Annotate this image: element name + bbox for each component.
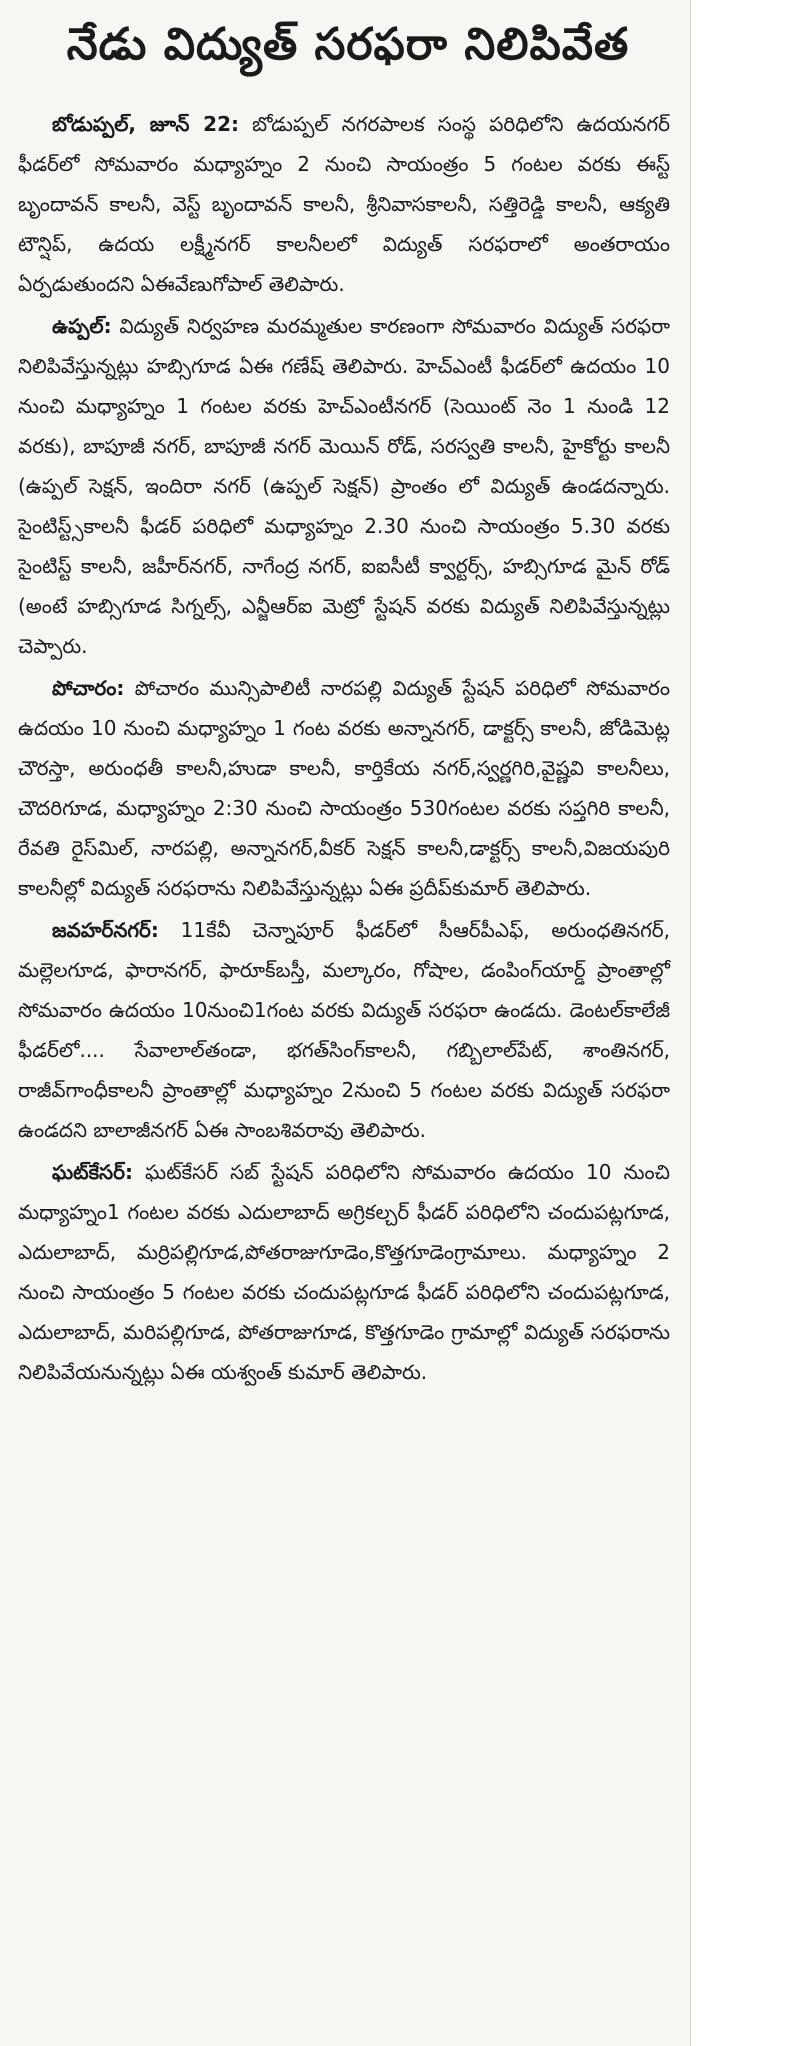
paragraph-ghatkesar [18,1152,670,1392]
paragraph-lead: పోచారం: [52,676,125,700]
paragraph-pocharam [18,668,670,908]
paragraph-text: విద్యుత్‌ నిర్వహణ మరమ్మతుల కారణంగా సోమవారం విద్యుత్‌ సరఫరా నిలిపివేస్తున్నట్లు హబ్సిగూడ ఏఈ గణేష్‌ తెలిపారు. హెచ్‌ఎంటీ ఫీడర్‌లో ఉదయం 10 నుంచి మధ్యాహ్నం 1 గంటల వరకు హెచ్‌ఎంటీనగర్‌ (సెయింట్‌ నెం 1 నుండి 12 వరకు), బాపూజీ నగర్‌, బాపూజీ నగర్‌ మెయిన్‌ రోడ్‌, సరస్వతి కాలనీ, హైకోర్టు కాలనీ (ఉప్పల్‌ సెక్షన్‌, ఇందిరా నగర్‌ (ఉప్పల్‌ సెక్షన్‌) ప్రాంతం లో విద్యుత్‌ ఉండదన్నారు. సైంటిస్ట్స్‌కాలనీ ఫీడర్‌ పరిధిలో మధ్యాహ్నం 2.30 నుంచి సాయంత్రం 5.30 వరకు సైంటిస్ట్‌ కాలనీ, జహీర్‌నగర్‌, నాగేంద్ర నగర్‌, ఐఐసీటీ క్వార్టర్స్‌, హబ్సిగూడ మైన్‌ రోడ్‌ (అంటే హబ్సిగూడ సిగ్నల్స్‌, ఎన్జీఆర్‌ఐ మెట్రో స్టేషన్‌ వరకు విద్యుత్‌ నిలిపివేస్తున్నట్లు చెప్పారు. [18,314,670,658]
paragraph-text: ఘట్‌కేసర్‌ సబ్‌ స్టేషన్‌ పరిధిలోని సోమవారం ఉదయం 10 నుంచి మధ్యాహ్నం1 గంటల వరకు ఎదులాబాద్‌ అగ్రికల్చర్‌ ఫీడర్‌ పరిధిలోని చందుపట్లగూడ, ఎదులాబాద్‌, మర్రిపల్లిగూడ,పోతరాజుగూడెం,కొత్తగూడెంగ్రామాలు. మధ్యాహ్నం 2 నుంచి సాయంత్రం 5 గంటల వరకు చందుపట్లగూడ ఫీడర్‌ పరిధిలోని చందుపట్లగూడ, ఎదులాబాద్‌, మరిపల్లిగూడ, పోతరాజుగూడ, కొత్తగూడెం గ్రామాల్లో విద్యుత్‌ సరఫరాను నిలిపివేయనున్నట్లు ఏఈ యశ్వంత్‌ కుమార్‌ తెలిపారు. [18,1160,670,1384]
headline: నేడు విద్యుత్‌ సరఫరా నిలిపివేత [66,19,630,70]
paragraph-lead: జవహర్‌నగర్‌: [52,918,159,942]
paragraph-lead: ఘట్‌కేసర్‌: [52,1160,133,1184]
paragraph-lead: బోడుప్పల్‌, జూన్‌ 22: [52,112,239,136]
paragraph-uppal [18,306,670,666]
article-body [18,104,670,1394]
paragraph-boduppal [18,104,670,304]
paragraph-text: 11కేవీ చెన్నాపూర్‌ ఫీడర్‌లో సీఆర్‌పీఎఫ్‌, అరుంధతినగర్‌, మల్లెలగూడ, ఫారానగర్‌, ఫారూక్‌బస్తీ, మల్కారం, గోషాల, డంపింగ్‌యార్డ్‌ ప్రాంతాల్లో సోమవారం ఉదయం 10నుంచి1గంట వరకు విద్యుత్‌ సరఫరా ఉండదు. డెంటల్‌కాలేజీ ఫీడర్‌లో.... సేవాలాల్‌తండా, భగత్‌సింగ్‌కాలనీ, గబ్బిలాల్‌పేట్‌, శాంతినగర్‌, రాజీవ్‌గాంధీకాలనీ ప్రాంతాల్లో మధ్యాహ్నం 2నుంచి 5 గంటల వరకు విద్యుత్‌ సరఫరా ఉండదని బాలాజీనగర్‌ ఏఈ సాంబశివరావు తెలిపారు. [18,918,670,1142]
paragraph-lead: ఉప్పల్‌: [52,314,112,338]
paragraph-jawaharnagar [18,910,670,1150]
paragraph-text: బోడుప్పల్‌ నగరపాలక సంస్థ పరిధిలోని ఉదయనగర్‌ ఫీడర్‌లో సోమవారం మధ్యాహ్నం 2 నుంచి సాయంత్రం 5 గంటల వరకు ఈస్ట్‌ బృందావన్‌ కాలనీ, వెస్ట్‌ బృందావన్‌ కాలనీ, శ్రీనివాసకాలనీ, సత్తిరెడ్డి కాలనీ, ఆక్యతి టౌన్షిప్‌, ఉదయ లక్ష్మీనగర్‌ కాలనీలలో విద్యుత్‌ సరఫరాలో అంతరాయం ఏర్పడుతుందని ఏఈవేణుగోపాల్‌ తెలిపారు. [18,112,670,296]
paragraph-text: పోచారం మున్సిపాలిటీ నారపల్లి విద్యుత్‌ స్టేషన్‌ పరిధిలో సోమవారం ఉదయం 10 నుంచి మధ్యాహ్నం 1 గంట వరకు అన్నానగర్‌, డాక్టర్స్‌ కాలనీ, జోడిమెట్ల చౌరస్తా, అరుంధతీ కాలనీ,హుడా కాలనీ, కార్తికేయ నగర్‌,స్వర్ణగిరి,వైష్ణవి కాలనీలు, చౌదరిగూడ, మధ్యాహ్నం 2:30 నుంచి సాయంత్రం 530గంటల వరకు సప్తగిరి కాలనీ, రేవతి రైస్‌మిల్‌, నారపల్లి, అన్నానగర్‌,వీకర్‌ సెక్షన్‌ కాలనీ,డాక్టర్స్‌ కాలనీ,విజయపురి కాలనీల్లో విద్యుత్‌ సరఫరాను నిలిపివేస్తున్నట్లు ఏఈ ప్రదీప్‌కుమార్‌ తెలిపారు. [18,676,670,900]
